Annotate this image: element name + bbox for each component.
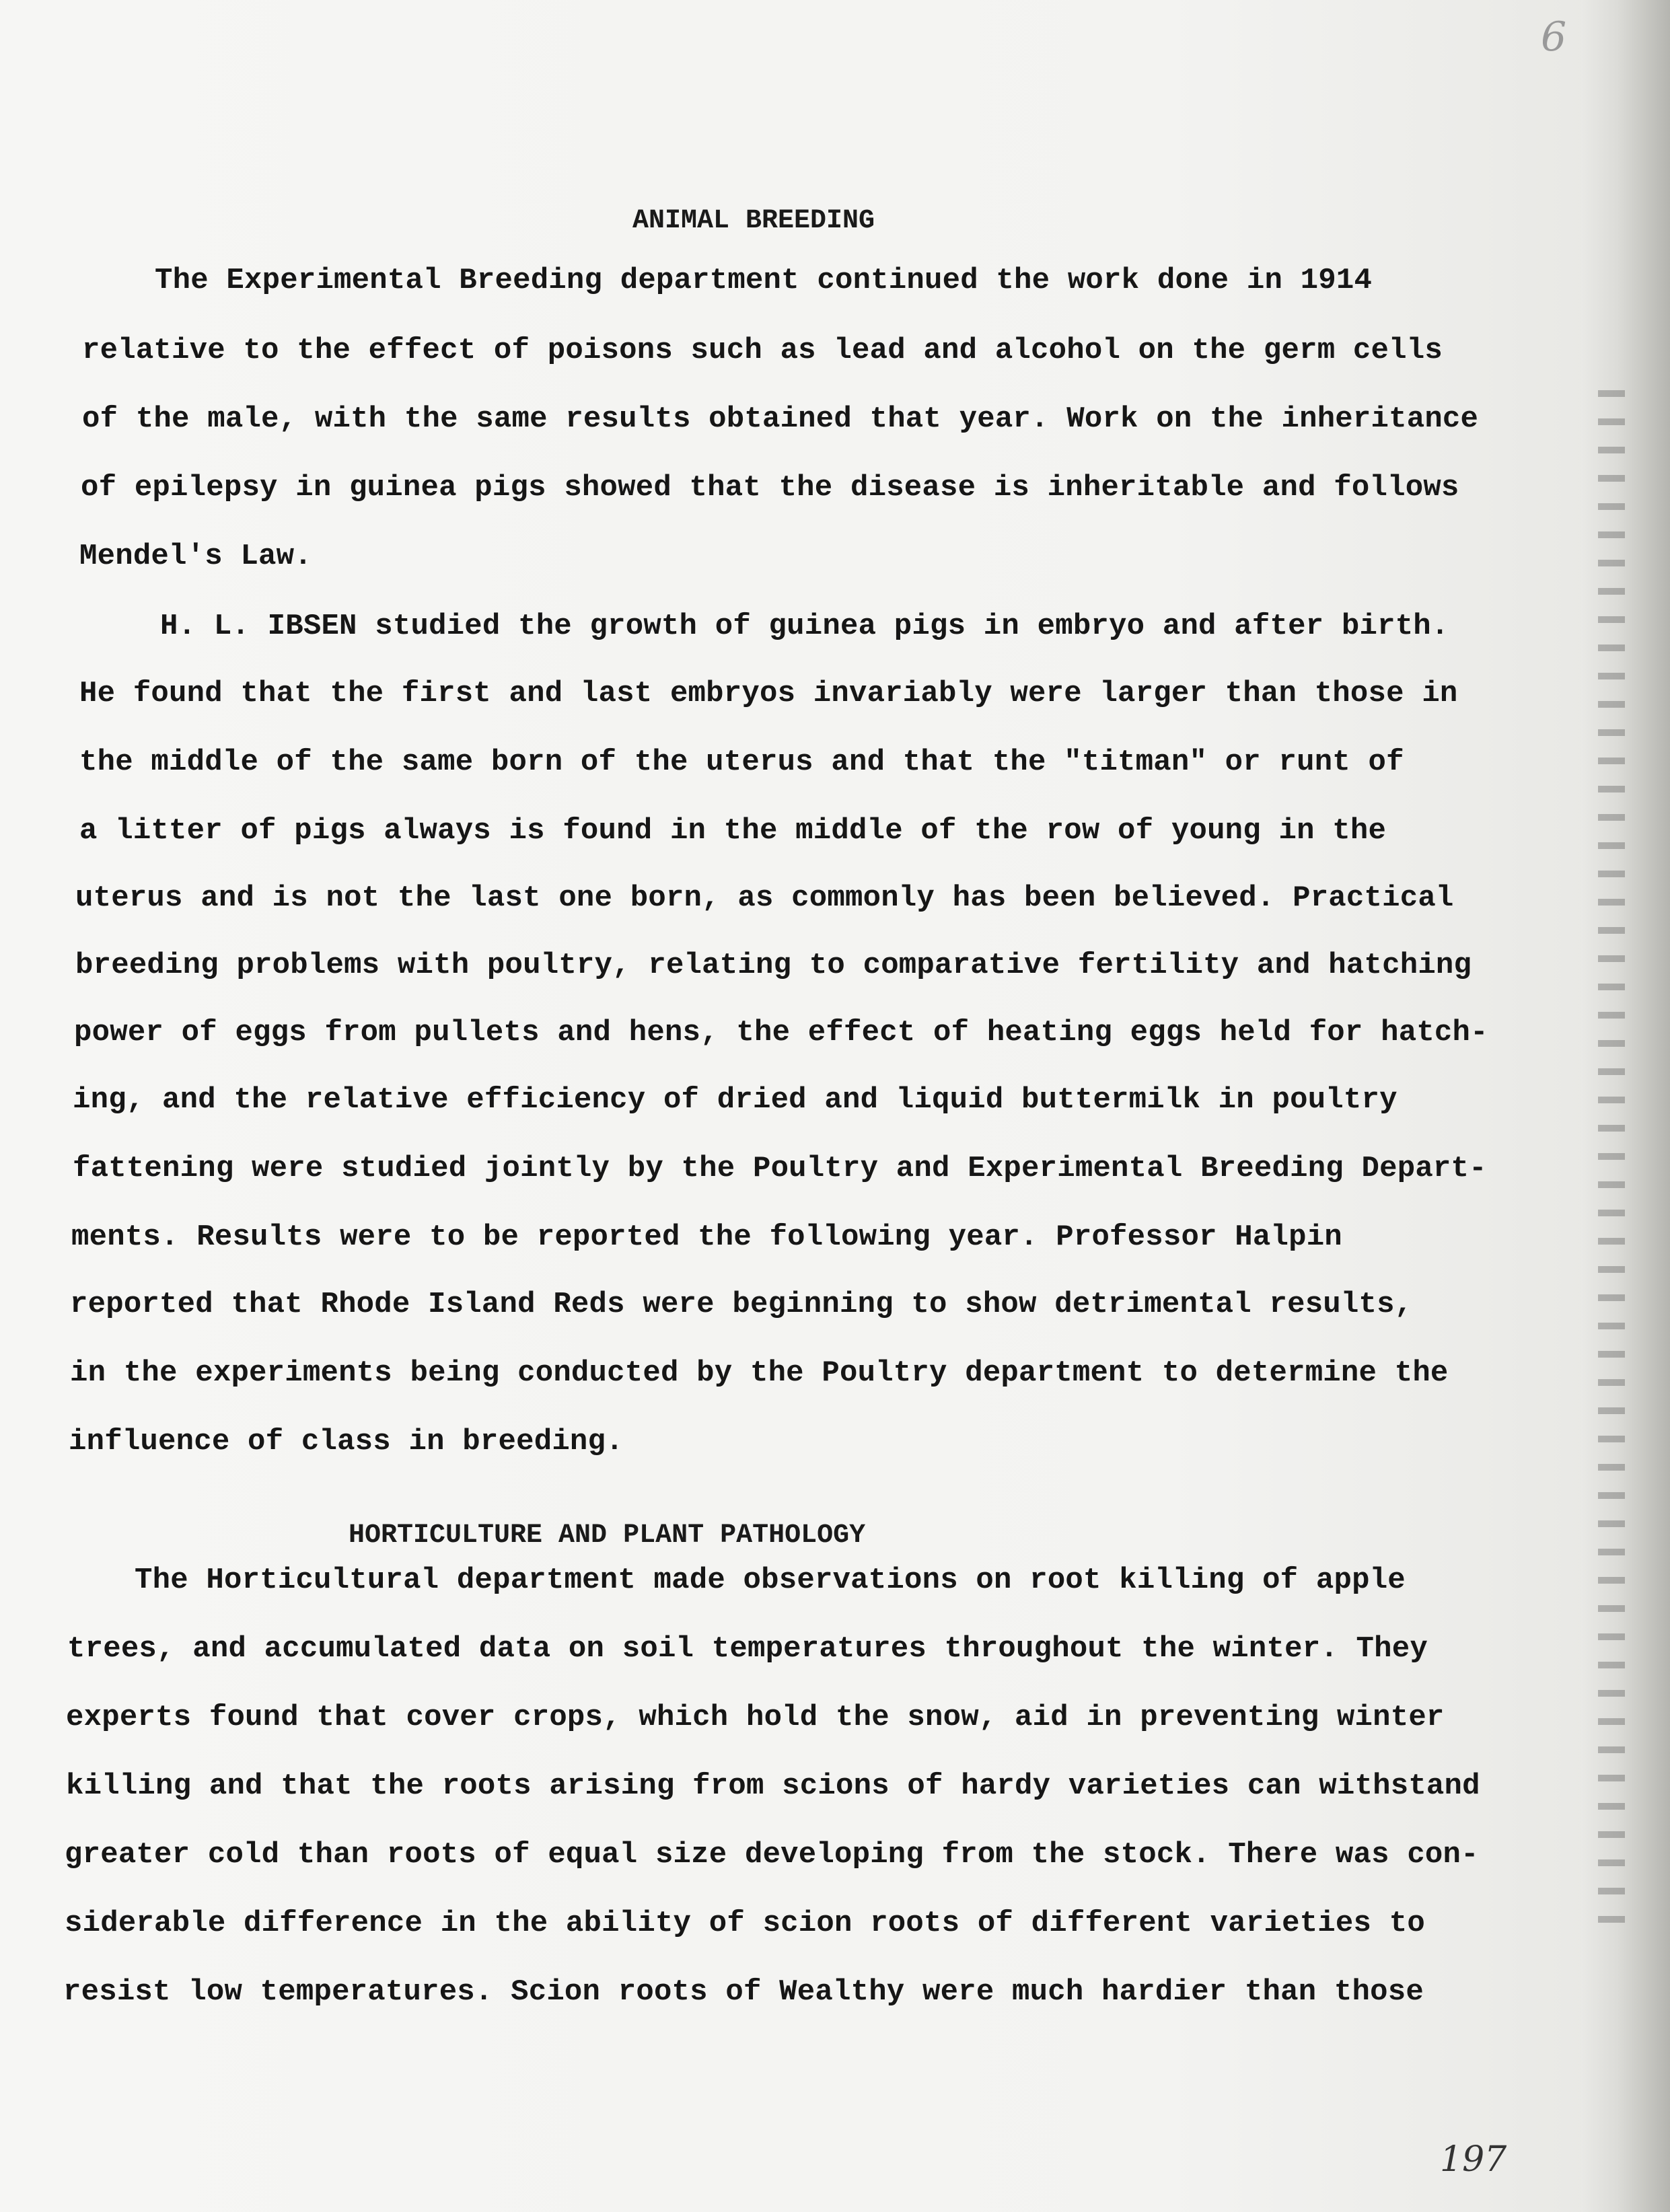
text-line: killing and that the roots arising from scions of hardy varieties can withstand	[66, 1769, 1480, 1803]
text-line: resist low temperatures. Scion roots of Wealthy were much hardier than those	[63, 1975, 1424, 2009]
text-line: a litter of pigs always is found in the middle of the row of young in the	[79, 814, 1387, 848]
text-line: breeding problems with poultry, relating to comparative fertility and hatching	[75, 949, 1472, 982]
text-line: siderable difference in the ability of scion roots of different varieties to	[65, 1907, 1425, 1940]
text-line: ments. Results were to be reported the following year. Professor Halpin	[71, 1220, 1342, 1254]
text-line: power of eggs from pullets and hens, the effect of heating eggs held for hatch-	[74, 1016, 1488, 1049]
text-line: uterus and is not the last one born, as commonly has been believed. Practical	[75, 881, 1454, 915]
text-line: The Experimental Breeding department continued the work done in 1914	[155, 264, 1373, 297]
corner-page-mark: 6	[1541, 13, 1567, 61]
text-line: fattening were studied jointly by the Poultry and Experimental Breeding Depart-	[73, 1152, 1487, 1185]
text-line: H. L. IBSEN studied the growth of guinea pigs in embryo and after birth.	[160, 610, 1449, 643]
text-line: experts found that cover crops, which hold the snow, aid in preventing winter	[66, 1701, 1445, 1734]
page-number: 197	[1440, 2139, 1507, 2180]
text-line: of the male, with the same results obtained that year. Work on the inheritance	[82, 402, 1479, 436]
text-line: trees, and accumulated data on soil temperatures throughout the winter. They	[67, 1632, 1428, 1666]
binding-shadow-marks	[1598, 390, 1625, 1938]
book-binding-edge	[1581, 0, 1670, 2212]
text-line: He found that the first and last embryos invariably were larger than those in	[79, 677, 1458, 710]
text-line: influence of class in breeding.	[69, 1425, 624, 1459]
text-line: ing, and the relative efficiency of dried and liquid buttermilk in poultry	[73, 1083, 1397, 1117]
section-heading-animal-breeding: ANIMAL BREEDING	[632, 206, 875, 236]
text-line: relative to the effect of poisons such as lead and alcohol on the germ cells	[82, 334, 1443, 367]
text-line: The Horticultural department made observations on root killing of apple	[135, 1563, 1406, 1597]
text-line: in the experiments being conducted by the Poultry department to determine the	[70, 1356, 1449, 1390]
text-line: the middle of the same born of the uterus and that the "titman" or runt of	[79, 745, 1404, 779]
text-line: of epilepsy in guinea pigs showed that the disease is inheritable and follows	[81, 471, 1459, 505]
text-line: Mendel's Law.	[79, 540, 312, 573]
section-heading-horticulture: HORTICULTURE AND PLANT PATHOLOGY	[349, 1520, 866, 1551]
text-line: greater cold than roots of equal size developing from the stock. There was con-	[65, 1838, 1479, 1872]
text-line: reported that Rhode Island Reds were beginning to show detrimental results,	[70, 1288, 1413, 1321]
